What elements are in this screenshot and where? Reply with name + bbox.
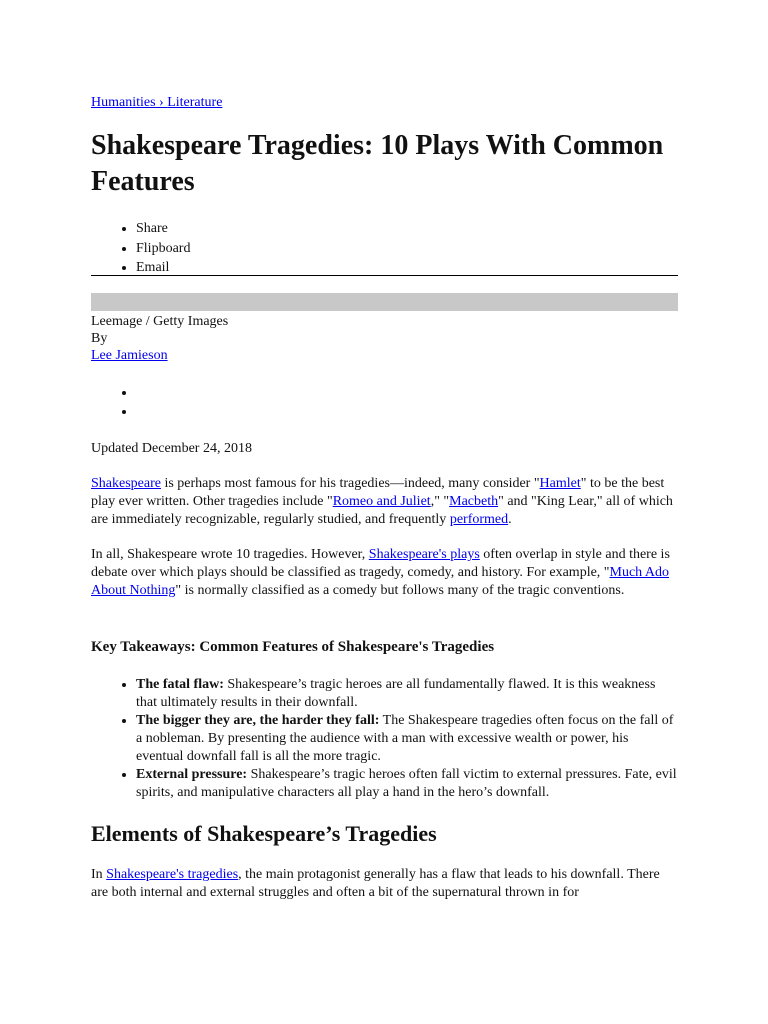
image-credit: Leemage / Getty Images	[91, 314, 229, 329]
takeaway-term: The bigger they are, the harder they fall:	[136, 713, 380, 728]
divider	[91, 275, 678, 276]
paragraph-text: is perhaps most famous for his tragedies—indeed, many consider "	[160, 476, 540, 491]
breadcrumb-link-literature[interactable]	[156, 95, 223, 110]
takeaway-term: The fatal flaw:	[136, 677, 224, 692]
paragraph-elements	[91, 866, 678, 902]
hero-image	[91, 293, 678, 311]
author-social-list	[91, 384, 136, 422]
link-romeo-and-juliet[interactable]: Romeo and Juliet	[332, 494, 431, 509]
paragraph-intro	[91, 475, 678, 529]
takeaway-item	[136, 766, 678, 802]
takeaway-text: Shakespeare’s tragic heroes are all fundamentally flawed. It is this weakness that ultimately results in their downfall.	[136, 677, 656, 710]
paragraph-text: " to be the best play ever written. Other tragedies include "	[91, 476, 665, 509]
paragraph-text: " is normally classified as a comedy but follows many of the tragic conventions.	[175, 583, 625, 598]
paragraph-text: , the main protagonist generally has a flaw that leads to his downfall. There are both internal and external struggles and often a bit of the supernatural thrown in for	[91, 867, 660, 900]
breadcrumb-literature-label: Literature	[167, 95, 223, 110]
paragraph-text: often overlap in style and there is debate over which plays should be classified as tragedy, comedy, and history. For example, "	[91, 547, 670, 580]
section-heading: Elements of Shakespeare’s Tragedies	[91, 821, 437, 846]
takeaway-item	[136, 676, 678, 712]
link-shakespeare[interactable]: Shakespeare	[91, 476, 161, 491]
page-title: Shakespeare Tragedies: 10 Plays With Common Features	[91, 130, 664, 197]
byline-label: By	[91, 331, 108, 346]
share-item-email[interactable]: • Email	[136, 258, 190, 278]
updated-date: Updated December 24, 2018	[91, 441, 252, 456]
paragraph-text: ," "	[430, 494, 450, 509]
breadcrumb-separator: ›	[155, 95, 168, 110]
share-list	[91, 219, 190, 278]
takeaways-list	[91, 676, 678, 802]
share-item-flipboard[interactable]: • Flipboard	[136, 239, 190, 259]
paragraph-text: In all, Shakespeare wrote 10 tragedies. However,	[91, 547, 369, 562]
link-much-ado-about-nothing[interactable]: Much Ado About Nothing	[91, 565, 670, 598]
takeaway-text: Shakespeare’s tragic heroes often fall victim to external pressures. Fate, evil spirits, and manipulative characters all play a hand in the hero’s downfall.	[136, 767, 677, 800]
paragraph-text: In	[91, 867, 107, 882]
takeaway-text: The Shakespeare tragedies often focus on the fall of a nobleman. By presenting the audience with a man with excessive wealth or power, his eventual downfall fall is all the more tragic.	[136, 713, 674, 764]
paragraph-text: .	[508, 512, 512, 527]
breadcrumb	[91, 94, 222, 112]
link-hamlet[interactable]: Hamlet	[539, 476, 581, 491]
link-shakespeares-tragedies[interactable]: Shakespeare's tragedies	[106, 867, 239, 882]
share-item-share[interactable]: • Share	[136, 219, 190, 239]
takeaway-item	[136, 712, 678, 766]
author-link[interactable]: Lee Jamieson	[91, 348, 168, 363]
breadcrumb-link-humanities[interactable]: Humanities	[91, 95, 156, 110]
link-performed[interactable]: performed	[449, 512, 509, 527]
takeaways-heading: Key Takeaways: Common Features of Shakespeare's Tragedies	[91, 639, 495, 655]
takeaway-term: External pressure:	[136, 767, 248, 782]
paragraph-count	[91, 546, 678, 600]
link-shakespeares-plays[interactable]: Shakespeare's plays	[368, 547, 480, 562]
link-macbeth[interactable]: Macbeth	[449, 494, 499, 509]
paragraph-text: " and "King Lear," all of which are immediately recognizable, regularly studied, and frequently	[91, 494, 673, 527]
